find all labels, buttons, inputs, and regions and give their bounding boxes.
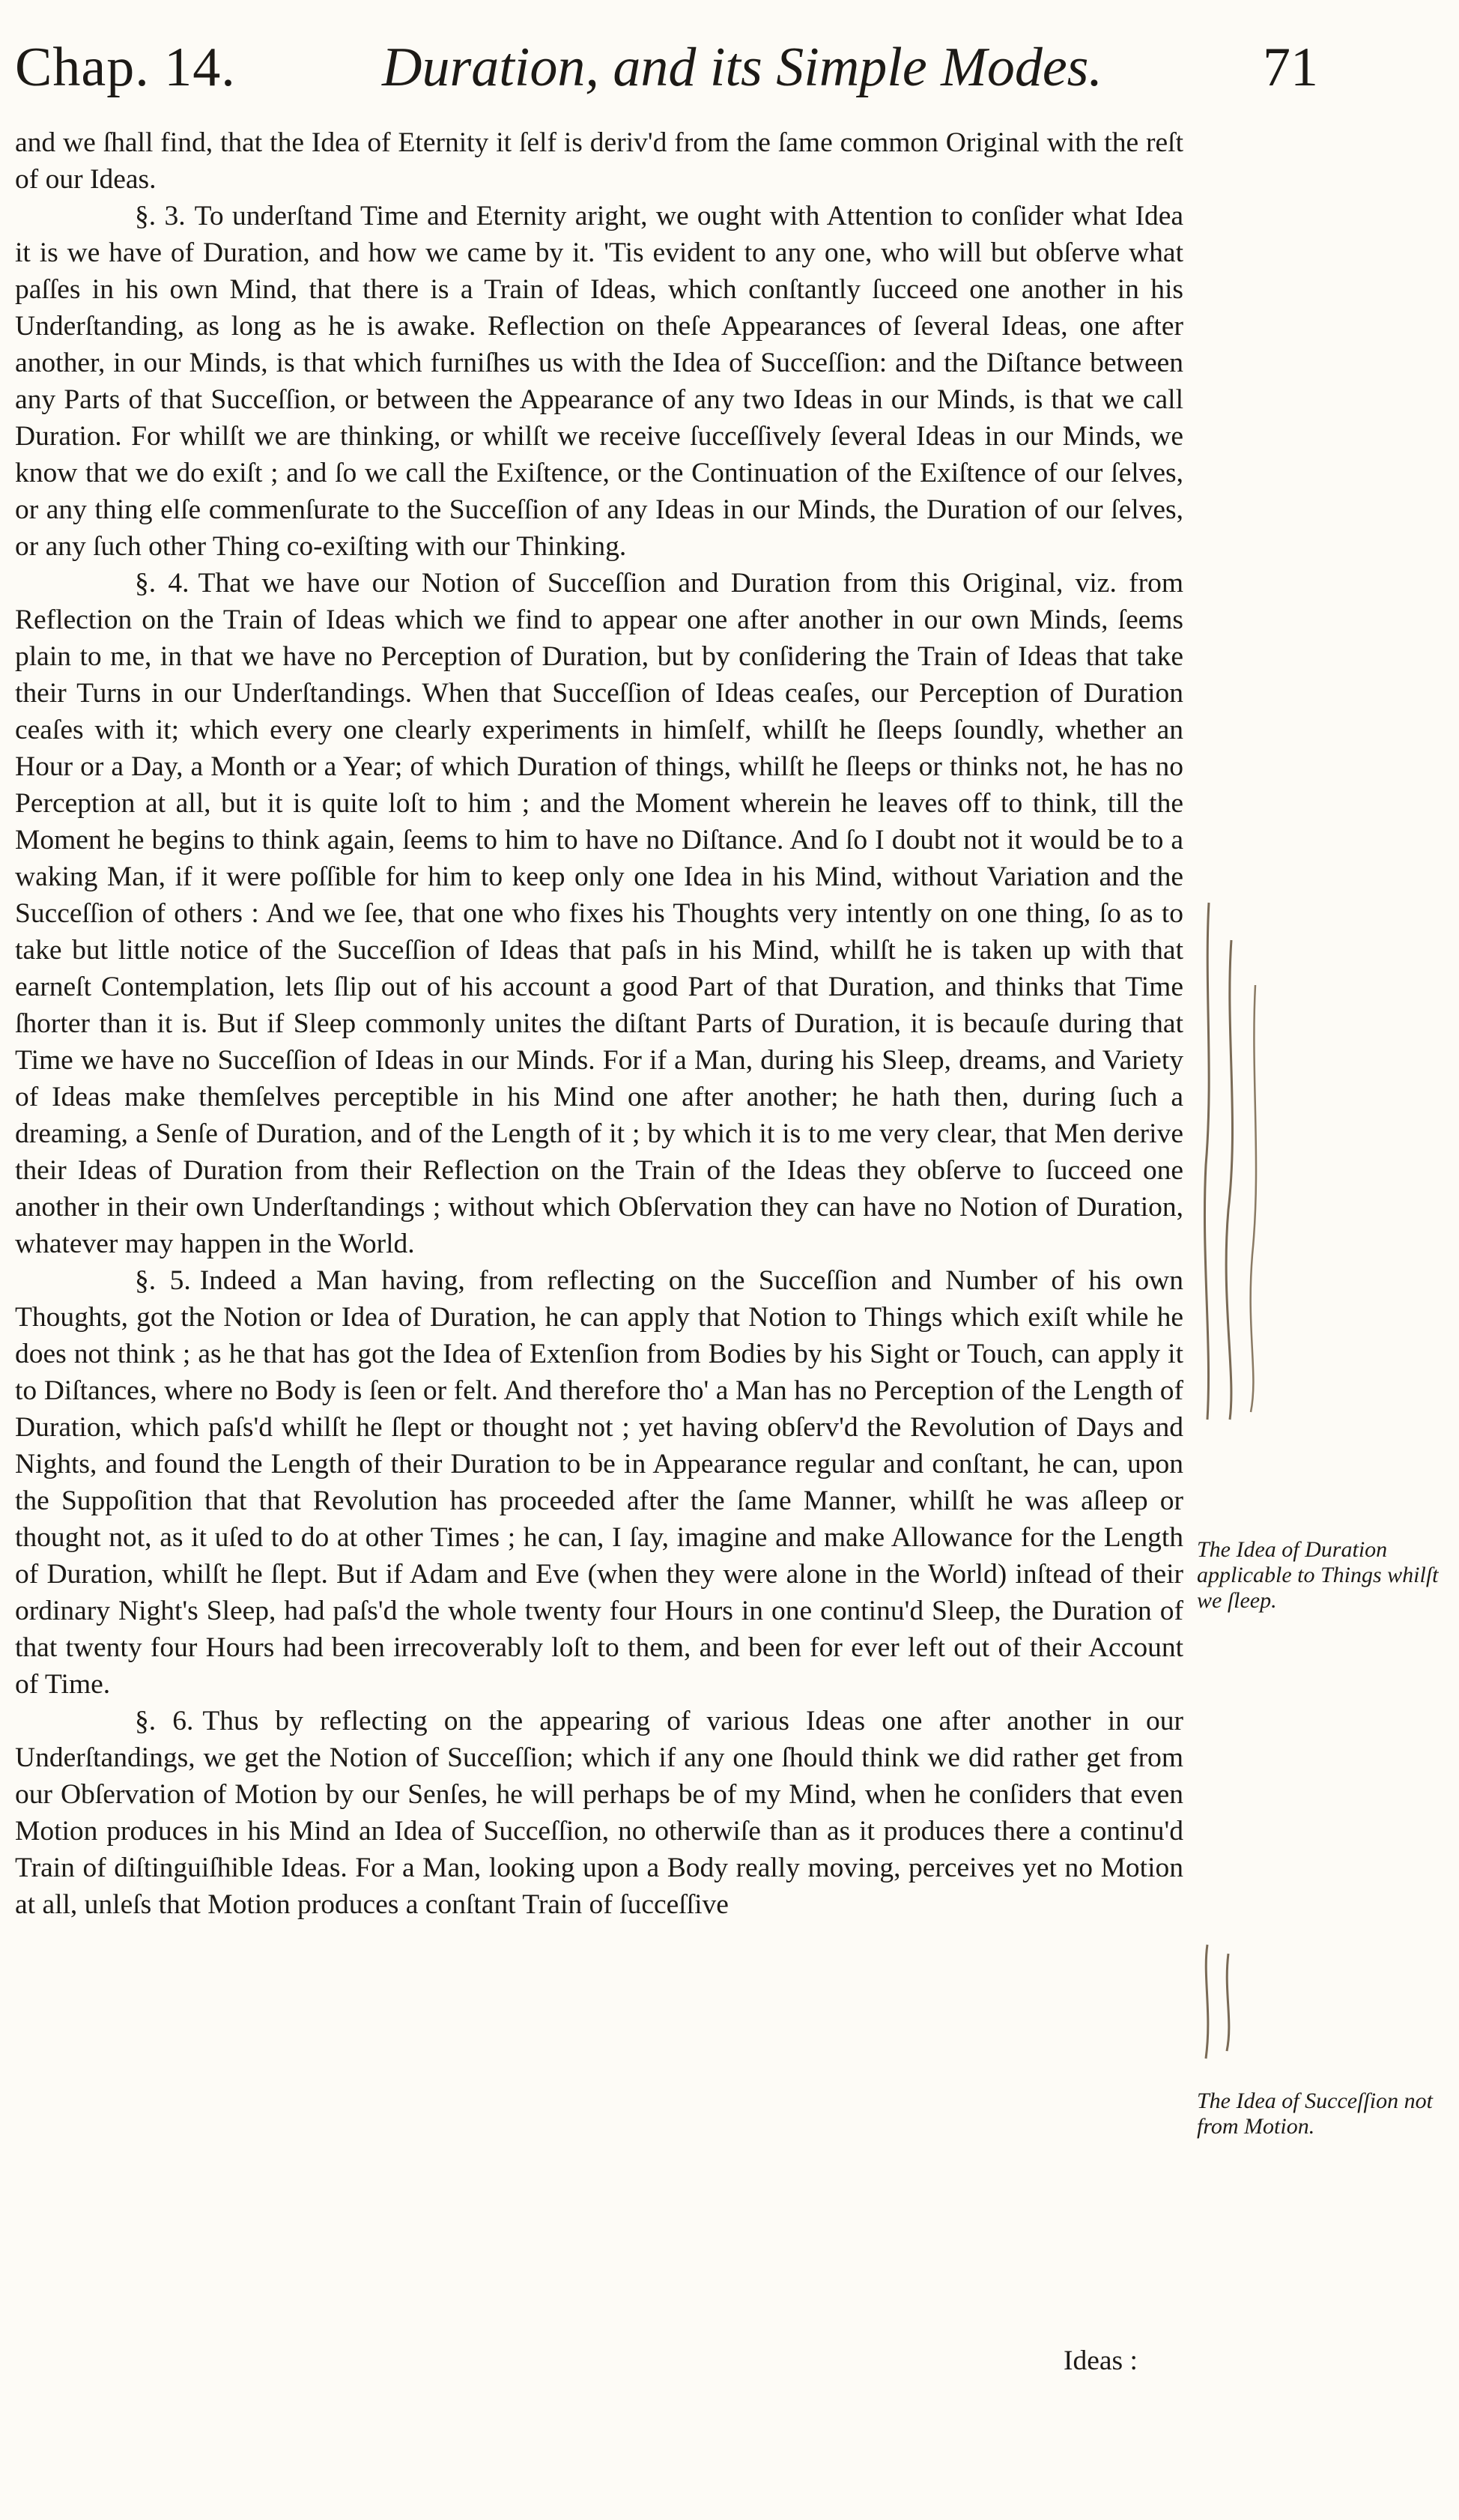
- section-text: To underſtand Time and Eternity aright, we ought with Attention to conſider what Idea it is we have of Duration, and how we came by it. 'Tis evident to any one, who will but obſerve what paſſes in his own Mind, that there is a Train of Ideas, which conſtantly ſucceed one another in his Underſtanding, as long as he is awake. Reflection on theſe Appearances of ſeveral Ideas, one after another, in our Minds, is that which furniſhes us with the Idea of Succeſſion: and the Diſtance between any Parts of that Succeſſion, or between the Appearance of any two Ideas in our Minds, is that we call Duration. For whilſt we are thinking, or whilſt we receive ſucceſſively ſeveral Ideas in our Minds, we know that we do exiſt ; and ſo we call the Exiſtence, or the Continuation of the Exiſtence of our ſelves, or any thing elſe commenſurate to the Succeſſion of any Ideas in our Minds, the Duration of our ſelves, or any ſuch other Thing co-exiſting with our Thinking.: [15, 201, 1183, 562]
- paragraph-section-3: [15, 198, 1183, 565]
- catchword: Ideas :: [1064, 2345, 1138, 2376]
- main-text-column: [15, 124, 1183, 1923]
- handwritten-margin-marks: [1198, 1939, 1258, 2066]
- section-number: §. 5.: [135, 1265, 191, 1296]
- section-number: §. 4.: [135, 568, 189, 599]
- page-number: 71: [1263, 37, 1318, 98]
- side-note-duration-sleep: The Idea of Duration applicable to Things whilſt we ſleep.: [1197, 1537, 1439, 1613]
- running-title: Duration, and its Simple Modes.: [382, 37, 1102, 98]
- paragraph-section-6: [15, 1703, 1183, 1923]
- paragraph-section-5: [15, 1262, 1183, 1703]
- chapter-label: Chap. 14.: [15, 37, 236, 98]
- handwritten-margin-marks: [1198, 895, 1281, 1435]
- section-text: Indeed a Man having, from reflecting on the Succeſſion and Number of his own Thoughts, got the Notion or Idea of Duration, he can apply that Notion to Things which exiſt while he does not think ; as he that has got the Idea of Extenſion from Bodies by his Sight or Touch, can apply it to Diſtances, where no Body is ſeen or felt. And therefore tho' a Man has no Perception of the Length of Duration, which paſs'd whilſt he ſlept or thought not ; yet having obſerv'd the Revolution of Days and Nights, and found the Length of their Duration to be in Appearance regular and conſtant, he can, upon the Suppoſition that that Revolution has proceeded after the ſame Manner, whilſt he was aſleep or thought not, as it uſed to do at other Times ; he can, I ſay, imagine and make Allowance for the Length of Duration, whilſt he ſlept. But if Adam and Eve (when they were alone in the World) inſtead of their ordinary Night's Sleep, had paſs'd the whole twenty four Hours in one continu'd Sleep, the Duration of that twenty four Hours had been irrecoverably loſt to them, and been for ever left out of their Account of Time.: [15, 1265, 1183, 1700]
- running-header: [15, 36, 1318, 118]
- section-number: §. 6.: [135, 1706, 194, 1736]
- side-note-succession-motion: The Idea of Succeſſion not from Motion.: [1197, 2089, 1433, 2139]
- section-number: §. 3.: [135, 201, 186, 231]
- section-text: That we have our Notion of Succeſſion and Duration from this Original, viz. from Reflection on the Train of Ideas which we find to appear one after another in our own Minds, ſeems plain to me, in that we have no Perception of Duration, but by conſidering the Train of Ideas that take their Turns in our Underſtandings. When that Succeſſion of Ideas ceaſes, our Perception of Duration ceaſes with it; which every one clearly experiments in himſelf, whilſt he ſleeps ſoundly, whether an Hour or a Day, a Month or a Year; of which Duration of things, whilſt he ſleeps or thinks not, he has no Perception at all, but it is quite loſt to him ; and the Moment wherein he leaves off to think, till the Moment he begins to think again, ſeems to him to have no Diſtance. And ſo I doubt not it would be to a waking Man, if it were poſſible for him to keep only one Idea in his Mind, without Variation and the Succeſſion of others : And we ſee, that one who fixes his Thoughts very intently on one thing, ſo as to take but little notice of the Succeſſion of Ideas that paſs in his Mind, whilſt he is taken up with that earneſt Contemplation, lets ſlip out of his account a good Part of that Duration, and thinks that Time ſhorter than it is. But if Sleep commonly unites the diſtant Parts of Duration, it is becauſe during that Time we have no Succeſſion of Ideas in our Minds. For if a Man, during his Sleep, dreams, and Variety of Ideas make themſelves perceptible in his Mind one after another; he hath then, during ſuch a dreaming, a Senſe of Duration, and of the Length of it ; by which it is to me very clear, that Men derive their Ideas of Duration from their Reflection on the Train of the Ideas they obſerve to ſucceed one another in their own Underſtandings ; without which Obſervation they can have no Notion of Duration, whatever may happen in the World.: [15, 568, 1183, 1259]
- paragraph-intro: and we ſhall find, that the Idea of Eternity it ſelf is deriv'd from the ſame common Original with the reſt of our Ideas.: [15, 127, 1183, 195]
- paragraph-section-4: [15, 565, 1183, 1262]
- section-text: Thus by reflecting on the appearing of various Ideas one after another in our Underſtandings, we get the Notion of Succeſſion; which if any one ſhould think we did rather get from our Obſervation of Motion by our Senſes, he will perhaps be of my Mind, when he conſiders that even Motion produces in his Mind an Idea of Succeſſion, no otherwiſe than as it produces there a continu'd Train of diſtinguiſhible Ideas. For a Man, looking upon a Body really moving, perceives yet no Motion at all, unleſs that Motion produces a conſtant Train of ſucceſſive: [15, 1706, 1184, 1920]
